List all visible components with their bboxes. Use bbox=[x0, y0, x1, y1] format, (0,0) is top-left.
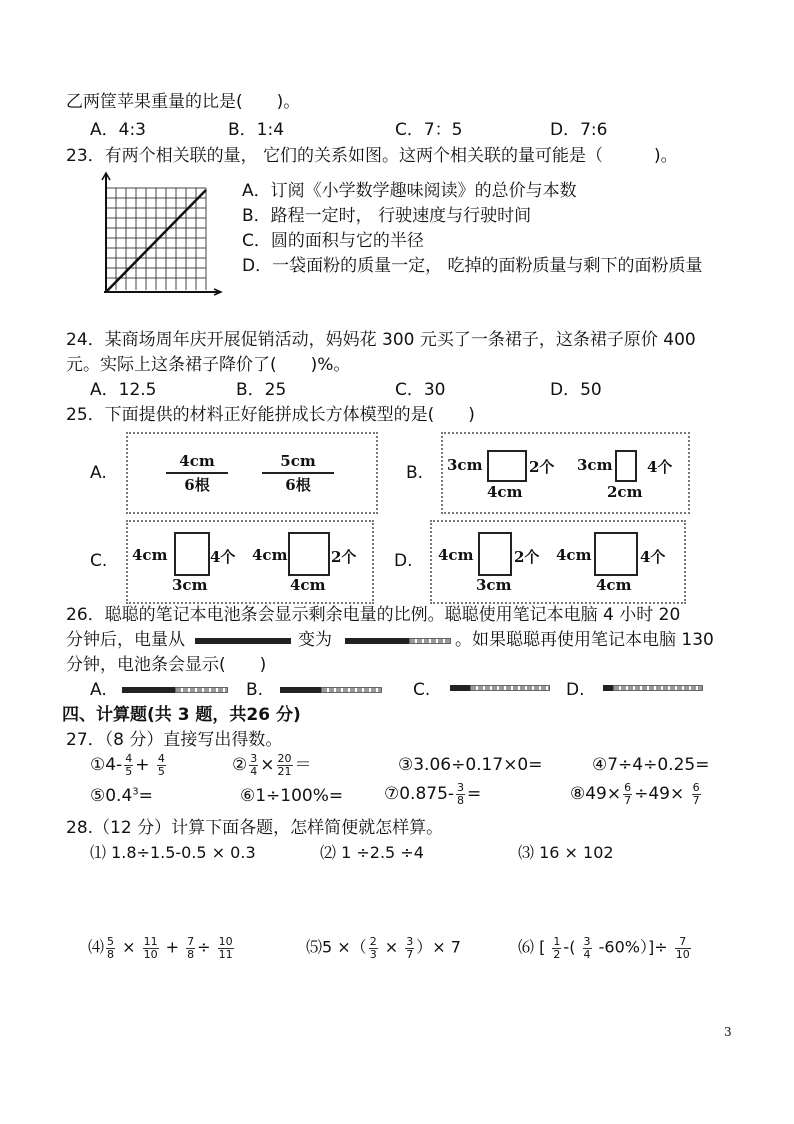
q27-i8-op: ÷49× bbox=[634, 784, 685, 805]
numerator: 10 bbox=[218, 935, 233, 948]
q27-i8-text: ⑧49× bbox=[570, 784, 622, 805]
numerator: 6 bbox=[692, 781, 700, 794]
q27-i2-op: × bbox=[260, 755, 275, 776]
b-rect1 bbox=[487, 450, 527, 482]
numerator: 4 bbox=[125, 752, 133, 765]
q22-option-b: B．1:4 bbox=[228, 120, 285, 140]
q26-line2a: 分钟后，电量从 bbox=[66, 630, 185, 650]
fraction bbox=[675, 936, 691, 960]
q24-line1: 24．某商场周年庆开展促销活动，妈妈花 300 元买了一条裙子，这条裙子原价 400 bbox=[66, 330, 696, 350]
q25-option-b-box bbox=[441, 432, 690, 514]
d-rect1 bbox=[478, 532, 512, 576]
denominator: 4 bbox=[250, 764, 258, 778]
battery-fill bbox=[280, 687, 321, 693]
q27-item-2 bbox=[232, 753, 312, 777]
q22-tail: 乙两筐苹果重量的比是( )。 bbox=[66, 92, 301, 112]
q24-line2: 元。实际上这条裙子降价了( )%。 bbox=[66, 355, 351, 375]
battery-empty bbox=[613, 685, 703, 691]
q27-i2-eq: ＝ bbox=[294, 755, 312, 776]
battery-fill bbox=[603, 685, 613, 691]
q27-item-4: ④7÷4÷0.25= bbox=[592, 755, 710, 775]
battery-empty bbox=[321, 687, 382, 693]
q27-item-1 bbox=[90, 753, 168, 777]
q28-p4-op2: + bbox=[160, 937, 185, 957]
c-rect1-side: 4cm bbox=[132, 546, 168, 564]
q25-label-c: C. bbox=[90, 551, 108, 571]
denominator: 10 bbox=[143, 947, 158, 961]
numerator: 7 bbox=[675, 936, 691, 949]
d-rect2-side: 4cm bbox=[556, 546, 592, 564]
battery-empty bbox=[470, 685, 550, 691]
battery-fill bbox=[345, 638, 409, 644]
b-rect2-count: 4个 bbox=[647, 458, 673, 476]
q23-option-b: B．路程一定时， 行驶速度与行驶时间 bbox=[242, 206, 532, 226]
stick-1-count: 6根 bbox=[184, 476, 210, 494]
b-rect2-bottom: 2cm bbox=[607, 483, 643, 501]
denominator: 3 bbox=[369, 947, 377, 961]
q27-i5-text: ⑤0.4 bbox=[90, 786, 133, 806]
q26-label-a: A. bbox=[90, 680, 107, 700]
q28-p5-op: × bbox=[379, 937, 404, 957]
denominator: 7 bbox=[406, 947, 414, 961]
q24-option-a: A．12.5 bbox=[90, 380, 157, 400]
c-rect1 bbox=[174, 532, 210, 576]
q24-option-d: D．50 bbox=[550, 380, 602, 400]
q27-i7-eq: = bbox=[467, 784, 482, 805]
section-4-heading: 四、计算题(共 3 题，共26 分) bbox=[62, 705, 301, 725]
q27-item-3: ③3.06÷0.17×0= bbox=[398, 755, 543, 775]
q26-line2c: 。如果聪聪再使用笔记本电脑 130 bbox=[455, 630, 714, 650]
numerator: 1 bbox=[553, 935, 561, 948]
q27-i2-text: ② bbox=[232, 755, 248, 776]
q25-label-b: B. bbox=[406, 463, 424, 483]
q27-item-8 bbox=[570, 782, 703, 806]
q27-i7-text: ⑦0.875- bbox=[384, 784, 455, 805]
q27-stem: 27．（8 分）直接写出得数。 bbox=[66, 730, 283, 750]
q28-problem-6 bbox=[518, 936, 693, 960]
fraction bbox=[157, 753, 166, 777]
fraction bbox=[369, 936, 378, 960]
fraction bbox=[692, 782, 701, 806]
battery-empty bbox=[175, 687, 228, 693]
b-rect1-bottom: 4cm bbox=[487, 483, 523, 501]
q28-problem-2: ⑵ 1 ÷2.5 ÷4 bbox=[320, 843, 424, 862]
q22-option-d: D．7:6 bbox=[550, 120, 608, 140]
q27-i1-text: ①4- bbox=[90, 755, 123, 776]
c-rect1-count: 4个 bbox=[210, 548, 236, 566]
fraction bbox=[456, 782, 465, 806]
battery-option-c bbox=[450, 685, 550, 691]
q28-p6-op: -( bbox=[563, 937, 581, 957]
q28-p4-op3: ÷ bbox=[197, 937, 216, 957]
b-rect2 bbox=[615, 450, 637, 482]
q28-p5-tail: ）× 7 bbox=[416, 937, 461, 957]
q28-p4-label: ⑷ bbox=[88, 937, 105, 957]
c-rect2-bottom: 4cm bbox=[290, 576, 326, 594]
d-rect2-bottom: 4cm bbox=[596, 576, 632, 594]
q27-item-7 bbox=[384, 782, 481, 806]
numerator: 5 bbox=[107, 935, 115, 948]
stick-2 bbox=[262, 452, 334, 495]
battery-option-a bbox=[122, 687, 228, 693]
q24-option-b: B．25 bbox=[236, 380, 287, 400]
d-rect2 bbox=[594, 532, 638, 576]
q23-option-a: A．订阅《小学数学趣味阅读》的总价与本数 bbox=[242, 181, 577, 201]
q23-graph bbox=[98, 170, 224, 298]
q28-p5-label: ⑸5 ×（ bbox=[306, 937, 367, 957]
q26-label-d: D. bbox=[566, 680, 585, 700]
denominator: 10 bbox=[675, 947, 690, 961]
denominator: 7 bbox=[692, 793, 700, 807]
denominator: 7 bbox=[624, 793, 632, 807]
fraction bbox=[405, 936, 414, 960]
numerator: 3 bbox=[583, 935, 591, 948]
battery-bar-from bbox=[195, 638, 291, 644]
q24-option-c: C．30 bbox=[395, 380, 446, 400]
fraction bbox=[186, 936, 195, 960]
denominator: 8 bbox=[457, 793, 465, 807]
q28-problem-5 bbox=[306, 936, 461, 960]
q27-item-5 bbox=[90, 786, 153, 806]
q26-line3: 分钟，电池条会显示( ) bbox=[66, 655, 267, 675]
numerator: 3 bbox=[457, 781, 465, 794]
page-number: 3 bbox=[724, 1025, 732, 1039]
battery-option-b bbox=[280, 687, 382, 693]
q28-problem-3: ⑶ 16 × 102 bbox=[518, 843, 614, 862]
q28-problem-1: ⑴ 1.8÷1.5-0.5 × 0.3 bbox=[90, 843, 256, 862]
numerator: 7 bbox=[187, 935, 195, 948]
denominator: 8 bbox=[107, 947, 115, 961]
stick-1 bbox=[166, 452, 228, 495]
q25-option-c-box bbox=[126, 520, 374, 604]
d-rect1-count: 2个 bbox=[514, 548, 540, 566]
q28-p6-tail: -60%）]÷ bbox=[593, 937, 673, 957]
battery-fill bbox=[450, 685, 470, 691]
q25-label-d: D. bbox=[394, 551, 413, 571]
denominator: 2 bbox=[553, 947, 561, 961]
numerator: 11 bbox=[143, 935, 158, 948]
q23-option-c: C．圆的面积与它的半径 bbox=[242, 231, 424, 251]
numerator: 3 bbox=[406, 935, 414, 948]
numerator: 2 bbox=[369, 935, 377, 948]
d-rect1-side: 4cm bbox=[438, 546, 474, 564]
numerator: 20 bbox=[277, 752, 292, 765]
fraction bbox=[277, 753, 293, 777]
battery-fill bbox=[122, 687, 175, 693]
c-rect1-bottom: 3cm bbox=[172, 576, 208, 594]
b-rect1-side: 3cm bbox=[447, 456, 483, 474]
battery-option-d bbox=[603, 685, 703, 691]
q27-item-6: ⑥1÷100%= bbox=[240, 786, 344, 806]
c-rect2 bbox=[288, 532, 330, 576]
q25-option-d-box bbox=[430, 520, 686, 604]
q22-option-c: C．7：5 bbox=[395, 120, 463, 140]
q23-option-d: D．一袋面粉的质量一定， 吃掉的面粉质量与剩下的面粉质量 bbox=[242, 256, 703, 276]
fraction bbox=[143, 936, 159, 960]
q28-problem-4 bbox=[88, 936, 236, 960]
q27-i5-eq: = bbox=[138, 786, 153, 806]
c-rect2-side: 4cm bbox=[252, 546, 288, 564]
stick-2-count: 6根 bbox=[285, 476, 311, 494]
fraction bbox=[249, 753, 258, 777]
q22-option-a: A．4:3 bbox=[90, 120, 146, 140]
b-rect1-count: 2个 bbox=[529, 458, 555, 476]
denominator: 5 bbox=[125, 764, 133, 778]
denominator: 5 bbox=[157, 764, 165, 778]
b-rect2-side: 3cm bbox=[577, 456, 613, 474]
q23-stem: 23．有两个相关联的量， 它们的关系如图。这两个相关联的量可能是（ )。 bbox=[66, 146, 678, 166]
battery-empty bbox=[409, 638, 451, 644]
q25-label-a: A. bbox=[90, 463, 107, 483]
q25-stem: 25．下面提供的材料正好能拼成长方体模型的是( ) bbox=[66, 405, 475, 425]
q27-i5-exp: 3 bbox=[132, 786, 139, 798]
numerator: 3 bbox=[250, 752, 258, 765]
q28-stem: 28.（12 分）计算下面各题，怎样简便就怎样算。 bbox=[66, 818, 444, 838]
q26-label-b: B. bbox=[246, 680, 264, 700]
q26-label-c: C. bbox=[413, 680, 431, 700]
denominator: 4 bbox=[583, 947, 591, 961]
denominator: 21 bbox=[277, 764, 292, 778]
q26-line1: 26．聪聪的笔记本电池条会显示剩余电量的比例。聪聪使用笔记本电脑 4 小时 20 bbox=[66, 605, 681, 625]
numerator: 4 bbox=[157, 752, 165, 765]
c-rect2-count: 2个 bbox=[331, 548, 357, 566]
fraction bbox=[218, 936, 234, 960]
denominator: 11 bbox=[218, 947, 233, 961]
fraction bbox=[552, 936, 561, 960]
fraction bbox=[124, 753, 133, 777]
fraction bbox=[623, 782, 632, 806]
denominator: 8 bbox=[187, 947, 195, 961]
fraction bbox=[583, 936, 592, 960]
q25-option-a-box bbox=[126, 432, 378, 514]
stick-2-length: 5cm bbox=[262, 452, 334, 474]
battery-bar-to bbox=[345, 638, 451, 644]
numerator: 6 bbox=[624, 781, 632, 794]
q28-p6-label: ⑹ [ bbox=[518, 937, 551, 957]
d-rect2-count: 4个 bbox=[640, 548, 666, 566]
fraction bbox=[106, 936, 115, 960]
d-rect1-bottom: 3cm bbox=[476, 576, 512, 594]
stick-1-length: 4cm bbox=[166, 452, 228, 474]
q27-i1-op: + bbox=[135, 755, 150, 776]
q26-line2b: 变为 bbox=[298, 630, 332, 650]
battery-fill bbox=[195, 638, 291, 644]
q28-p4-op1: × bbox=[117, 937, 141, 957]
